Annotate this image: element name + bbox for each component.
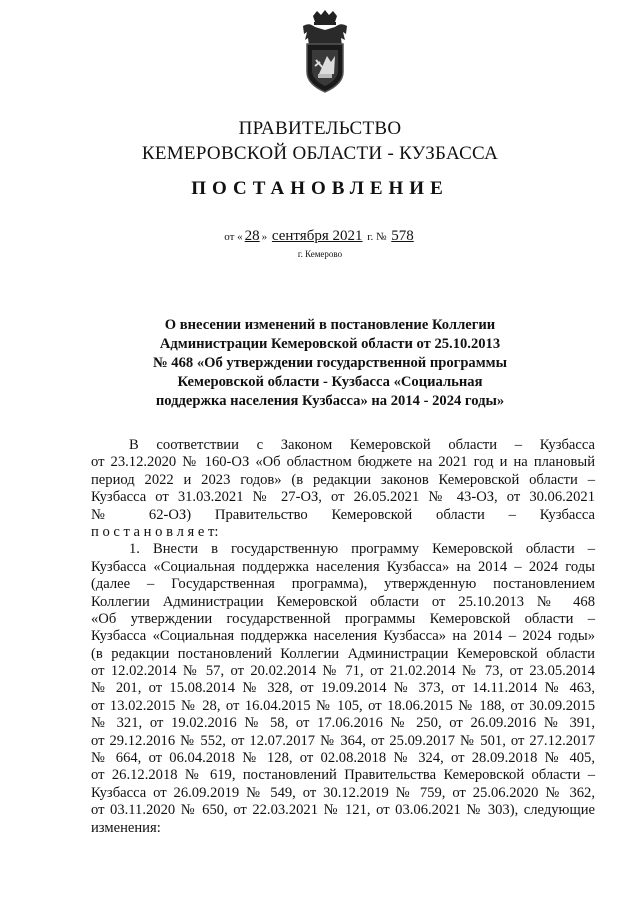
body-line: В соответствии с Законом Кемеровской области – Кузбасса bbox=[129, 437, 595, 453]
body-line: период 2022 и 2023 годов» (в редакции законов Кемеровской области – bbox=[91, 471, 595, 488]
number-label: № bbox=[376, 231, 387, 243]
body-line: № 201, от 15.08.2014 № 328, от 19.09.2014 № 373, от 14.11.2014 № 463, bbox=[91, 680, 595, 697]
body-line: «Об утверждении государственной программы Кемеровской области – bbox=[91, 610, 595, 627]
body-line: № 664, от 06.04.2018 № 128, от 02.08.2018 № 324, от 28.09.2018 № 405, bbox=[91, 750, 595, 767]
body-line: Коллегии Администрации Кемеровской области от 25.10.2013 № 468 bbox=[91, 593, 595, 610]
body-line: № 62-ОЗ) Правительство Кемеровской области – Кузбасса bbox=[91, 506, 595, 523]
subject-heading bbox=[140, 316, 520, 411]
subject-line: поддержка населения Кузбасса» на 2014 - 2024 годы» bbox=[155, 393, 505, 409]
body-line: от 26.12.2018 № 619, постановлений Правительства Кемеровской области – bbox=[91, 767, 595, 784]
body-line: № 321, от 19.02.2016 № 58, от 17.06.2016 № 250, от 26.09.2016 № 391, bbox=[91, 715, 595, 732]
body-line: от 12.02.2014 № 57, от 20.02.2014 № 71, от 21.02.2014 № 73, от 23.05.2014 bbox=[91, 663, 595, 680]
date-number-line bbox=[0, 228, 640, 245]
body-line: Кузбасса от 31.03.2021 № 27-ОЗ, от 26.05.2021 № 43-ОЗ, от 30.06.2021 bbox=[91, 489, 595, 506]
body-line: (в редакции постановлений Коллегии Администрации Кемеровской области bbox=[91, 645, 595, 662]
date-month-year: сентября 2021 bbox=[271, 228, 363, 244]
body-line: изменения: bbox=[91, 819, 161, 836]
body-line: п о с т а н о в л я е т: bbox=[91, 523, 219, 540]
document-type-title: ПОСТАНОВЛЕНИЕ bbox=[191, 178, 449, 199]
year-suffix: г. bbox=[367, 231, 374, 243]
subject-line: О внесении изменений в постановление Коллегии bbox=[164, 317, 496, 333]
date-prefix: от « bbox=[224, 231, 243, 243]
body-line: от 13.02.2015 № 28, от 16.04.2015 № 105, от 18.06.2015 № 188, от 30.09.2015 bbox=[91, 697, 595, 714]
body-line: (далее – Государственная программа), утвержденную постановлением bbox=[91, 576, 595, 593]
org-line-1: ПРАВИТЕЛЬСТВО bbox=[238, 118, 402, 139]
body-line: от 23.12.2020 № 160-ОЗ «Об областном бюджете на 2021 год и на плановый bbox=[91, 454, 595, 471]
city: г. Кемерово bbox=[297, 249, 343, 259]
date-mid: » bbox=[261, 231, 268, 243]
body-line: Кузбасса от 26.09.2019 № 549, от 30.12.2019 № 759, от 25.06.2020 № 362, bbox=[91, 784, 595, 801]
body-line: Кузбасса «Социальная поддержка населения Кузбасса» на 2014 – 2024 годы bbox=[91, 558, 595, 575]
coat-of-arms-emblem bbox=[299, 10, 351, 98]
document-body bbox=[91, 437, 595, 837]
body-line: от 29.12.2016 № 552, от 12.07.2017 № 364, от 25.09.2017 № 501, от 27.12.2017 bbox=[91, 732, 595, 749]
body-line: от 03.11.2020 № 650, от 22.03.2021 № 121, от 03.06.2021 № 303), следующие bbox=[91, 802, 595, 819]
org-line-2: КЕМЕРОВСКОЙ ОБЛАСТИ - КУЗБАССА bbox=[141, 143, 499, 164]
body-line: 1. Внести в государственную программу Кемеровской области – bbox=[129, 541, 595, 558]
document-number: 578 bbox=[391, 228, 414, 244]
date-day: 28 bbox=[244, 228, 260, 244]
subject-line: Администрации Кемеровской области от 25.10.2013 bbox=[159, 336, 501, 352]
subject-line: Кемеровской области - Кузбасса «Социальная bbox=[177, 374, 483, 390]
subject-line: № 468 «Об утверждении государственной программы bbox=[152, 355, 508, 371]
body-line: Кузбасса «Социальная поддержка населения Кузбасса» на 2014 – 2024 годы» bbox=[91, 628, 595, 645]
